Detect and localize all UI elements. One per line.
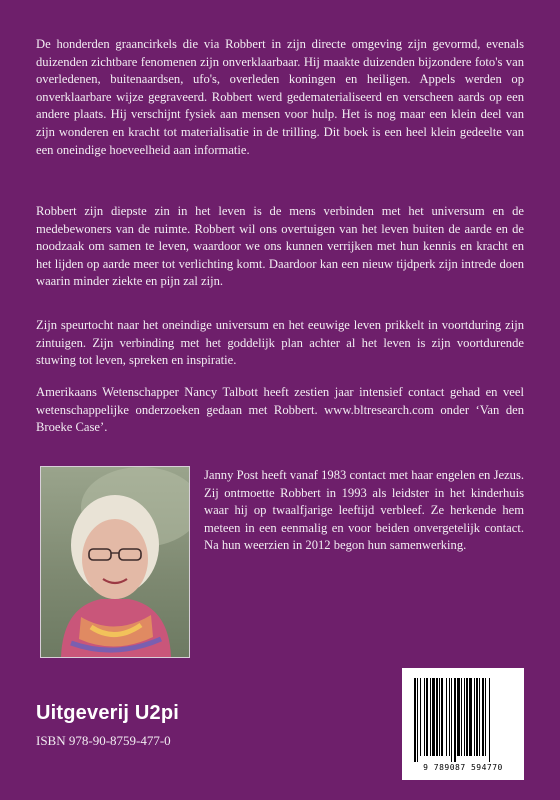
- barcode-bars: [414, 678, 514, 762]
- author-bio-paragraph: Janny Post heeft vanaf 1983 contact met haar engelen en Jezus. Zij ontmoette Robbert in 1993 als leidster in het kinderhuis waar hij op twaalfjarige leeftijd verbleef. Ze herkende hem meteen in een eenmalig en voor beiden onvergetelijk contact. Na hun weerzien in 2012 begon hun samenwerking.: [204, 468, 524, 553]
- description-paragraph-1: De honderden graancirkels die via Robbert in zijn directe omgeving zijn gevormd, evenals duizenden zichtbare fenomenen zijn onverklaarbaar. Hij maakte duizenden bijzondere foto's van overledenen, buitenaardsen, ufo's, overleden koningen en heiligen. Appels werden op onverklaarbare wijze gegraveerd. Robbert werd gedematerialiseerd en verscheen aards op een andere plaats. Hij verschijnt fysiek aan mensen voor hulp. Het is nog maar een klein deel van zijn wonderen en kracht tot materialisatie in de trilling. Dit boek is een heel klein gedeelte van een oneindige hoeveelheid aan informatie.: [36, 37, 524, 157]
- barcode: [402, 668, 524, 780]
- author-photo: [40, 466, 190, 658]
- isbn-number: ISBN 978-90-8759-477-0: [36, 733, 171, 748]
- description-paragraph-4: Amerikaans Wetenschapper Nancy Talbott heeft zestien jaar intensief contact gehad en veel wetenschappelijke onderzoeken gedaan met Robbert. www.bltresearch.com onder ‘Van den Broeke Case’.: [36, 385, 524, 435]
- barcode-digits: 9 789087 594770: [423, 763, 503, 772]
- description-paragraph-3: Zijn speurtocht naar het oneindige universum en het eeuwige leven prikkelt in voortduring zijn zintuigen. Zijn verbinding met het goddelijk plan achter al het leven is zijn voortdurende stuwing tot leven, spreken en inspiratie.: [36, 318, 524, 368]
- description-paragraph-2: Robbert zijn diepste zin in het leven is de mens verbinden met het universum en de medebewoners van de ruimte. Robbert wil ons overtuigen van het leven buiten de aarde en de noodzaak om samen te leven, waardoor we ons kunnen verrijken met hun kennis en kracht en het lijden op aarde meer tot verlichting komt. Daardoor kan een nieuw tijdperk zijn intrede doen waarin minder ziekte en pijn zal zijn.: [36, 204, 524, 289]
- publisher-name: Uitgeverij U2pi: [36, 702, 180, 724]
